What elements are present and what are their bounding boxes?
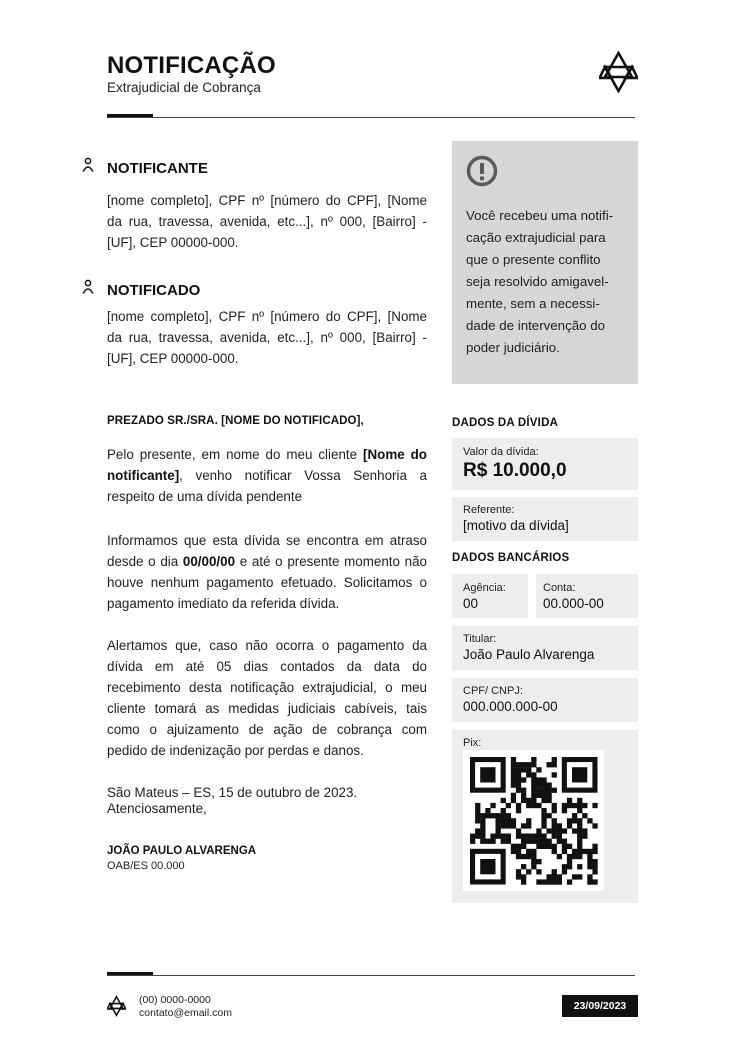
account-value: 00.000-00 bbox=[543, 596, 604, 611]
person-icon bbox=[82, 279, 94, 295]
info-line: que o presente conflito bbox=[466, 252, 601, 267]
header-rule bbox=[107, 117, 635, 118]
triangles-logo-icon bbox=[599, 51, 638, 93]
salutation: PREZADO SR./SRA. [NOME DO NOTIFICADO], bbox=[107, 415, 364, 427]
page-subtitle: Extrajudicial de Cobrança bbox=[107, 80, 261, 95]
debt-ref-card bbox=[452, 497, 638, 541]
info-line: mente, sem a necessi- bbox=[466, 296, 600, 311]
info-line: poder judiciário. bbox=[466, 340, 560, 355]
holder-label: Titular: bbox=[463, 633, 497, 645]
info-line: cação extrajudicial para bbox=[466, 230, 606, 245]
signer-name: JOÃO PAULO ALVARENGA bbox=[107, 845, 257, 857]
debt-ref-value: [motivo da dívida] bbox=[463, 518, 569, 533]
client-name: [Nome do notificante] bbox=[107, 447, 427, 483]
debt-ref-label: Referente: bbox=[463, 504, 515, 516]
paragraph-3: Alertamos que, caso não ocorra o pagamento da dívida em até 05 dias contados da data do recebimento desta notificação extrajudicial, o meu cliente tomará as medidas judiciais cabíveis, tais como o ajuizamento de ação de cobrança com pedido de indenização por perdas e danos. bbox=[107, 638, 427, 758]
debt-value-label: Valor da dívida: bbox=[463, 446, 539, 458]
account-label: Conta: bbox=[543, 582, 576, 594]
info-line: Você recebeu uma notifi- bbox=[466, 208, 614, 223]
pix-label: Pix: bbox=[463, 737, 482, 749]
qr-code-icon[interactable] bbox=[463, 750, 604, 891]
holder-value: João Paulo Alvarenga bbox=[463, 647, 595, 662]
page-title: NOTIFICAÇÃO bbox=[107, 52, 276, 79]
notificado-text: [nome completo], CPF nº [número do CPF], [Nome da rua, travessa, avenida, etc...], nº 000, [Bairro] - [UF], CEP 00000-000. bbox=[107, 309, 427, 366]
notificante-text: [nome completo], CPF nº [número do CPF], [Nome da rua, travessa, avenida, etc...], nº 000, [Bairro] - [UF], CEP 00000-000. bbox=[107, 193, 427, 250]
debt-heading: DADOS DA DÍVIDA bbox=[452, 417, 559, 429]
debt-value: R$ 10.000,0 bbox=[463, 460, 567, 481]
footer-email: contato@email.com bbox=[139, 1007, 232, 1019]
debt-value-card bbox=[452, 438, 638, 490]
doc-label: CPF/ CNPJ: bbox=[463, 685, 523, 697]
info-line: seja resolvido amigavel- bbox=[466, 274, 609, 289]
person-icon bbox=[82, 157, 94, 173]
footer-phone: (00) 0000-0000 bbox=[139, 994, 211, 1006]
footer-rule bbox=[107, 975, 635, 976]
exclamation-icon bbox=[466, 155, 498, 187]
bank-heading: DADOS BANCÁRIOS bbox=[452, 552, 570, 564]
qr-code-image bbox=[463, 750, 604, 891]
doc-value: 000.000.000-00 bbox=[463, 699, 558, 714]
paragraph-2: Informamos que esta dívida se encontra em atraso desde o dia 00/00/00 e até o presente momento não houve nenhum pagamento efetuado. Solicitamos o pagamento imediato da referida dívida. bbox=[107, 533, 427, 611]
info-line: dade de intervenção do bbox=[466, 318, 605, 333]
agency-card bbox=[452, 574, 528, 618]
info-text bbox=[466, 205, 626, 359]
agency-value: 00 bbox=[463, 596, 479, 611]
account-card bbox=[536, 574, 638, 618]
closing: Atenciosamente, bbox=[107, 801, 207, 816]
paragraph-1: Pelo presente, em nome do meu cliente [Nome do notificante], venho notificar Vossa Senhoria a respeito de uma dívida pendente bbox=[107, 447, 427, 504]
signer-oab: OAB/ES 00.000 bbox=[107, 860, 185, 872]
notificante-heading: NOTIFICANTE bbox=[107, 160, 208, 177]
doc-card bbox=[452, 678, 638, 722]
triangles-logo-icon bbox=[107, 995, 126, 1017]
notificado-heading: NOTIFICADO bbox=[107, 282, 201, 299]
holder-card bbox=[452, 626, 638, 670]
agency-label: Agência: bbox=[463, 582, 506, 594]
footer-date-badge: 23/09/2023 bbox=[562, 995, 638, 1017]
place-date: São Mateus – ES, 15 de outubro de 2023. Atenciosamente, bbox=[107, 785, 358, 816]
due-date: 00/00/00 bbox=[182, 554, 236, 569]
